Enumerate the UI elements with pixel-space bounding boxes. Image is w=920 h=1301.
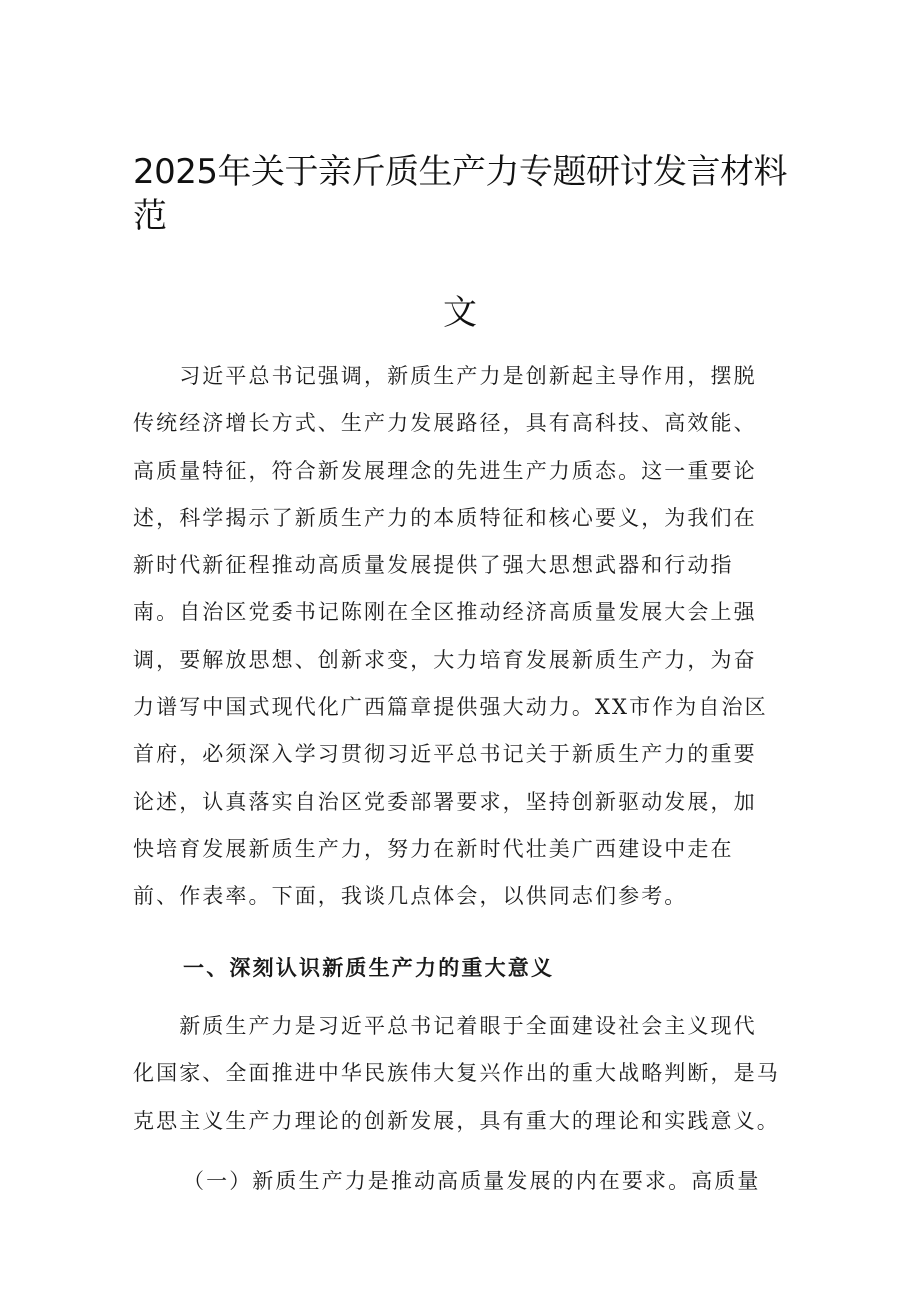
paragraph-line: 高质量特征，符合新发展理念的先进生产力质态。这一重要论	[133, 458, 757, 483]
paragraph-line: 习近平总书记强调，新质生产力是创新起主导作用，摆脱	[133, 364, 757, 388]
intro-paragraph	[133, 353, 783, 921]
paragraph-line: 化国家、全面推进中华民族伟大复兴作出的重大战略判断，是马	[133, 1061, 780, 1086]
paragraph-line: 快培育发展新质生产力，努力在新时代壮美广西建设中走在	[133, 836, 734, 861]
section-1-paragraph	[133, 1003, 783, 1145]
paragraph-line: 述，科学揭示了新质生产力的本质特征和核心要义，为我们在	[133, 505, 757, 530]
section-heading-1: 一、深刻认识新质生产力的重大意义	[183, 956, 555, 980]
paragraph-line: 前、作表率。下面，我谈几点体会，以供同志们参考。	[133, 884, 688, 909]
title-line-3: 文	[443, 293, 477, 333]
paragraph-line: 南。自治区党委书记陈刚在全区推动经济高质量发展大会上强	[133, 600, 757, 625]
title-line-1: 2025年关于亲斤质生产力专题研讨发言材料	[133, 152, 788, 192]
paragraph-line: 论述，认真落实自治区党委部署要求，坚持创新驱动发展，加	[133, 789, 757, 814]
paragraph-line: 传统经济增长方式、生产力发展路径，具有高科技、高效能、	[133, 411, 757, 436]
paragraph-line: 首府，必须深入学习贯彻习近平总书记关于新质生产力的重要	[133, 742, 757, 767]
paragraph-line: 力谱写中国式现代化广西篇章提供强大动力。XX市作为自治区	[133, 695, 768, 720]
document-title	[133, 150, 793, 238]
paragraph-line: 新质生产力是习近平总书记着眼于全面建设社会主义现代	[133, 1014, 757, 1038]
paragraph-line: 克思主义生产力理论的创新发展，具有重大的理论和实践意义。	[133, 1108, 780, 1133]
paragraph-line: 调，要解放思想、创新求变，大力培育发展新质生产力，为奋	[133, 647, 757, 672]
subsection-paragraph-1: （一）新质生产力是推动高质量发展的内在要求。高质量	[183, 1169, 761, 1193]
title-line-2: 范	[133, 196, 167, 236]
paragraph-line: 新时代新征程推动高质量发展提供了强大思想武器和行动指	[133, 553, 734, 578]
